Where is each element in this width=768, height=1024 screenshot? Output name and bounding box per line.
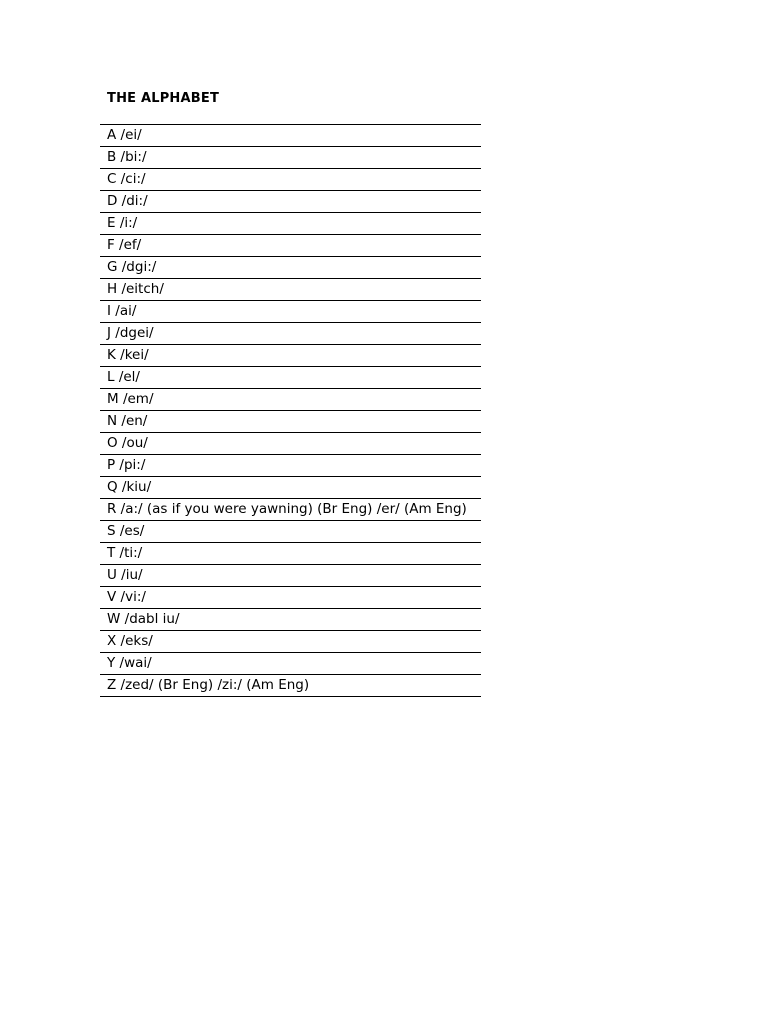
table-row	[100, 499, 481, 521]
table-cell: O /ou/	[107, 435, 148, 451]
table-row	[100, 521, 481, 543]
table-cell: S /es/	[107, 523, 145, 539]
table-row	[100, 191, 481, 213]
table-cell: K /kei/	[107, 347, 149, 363]
table-row	[100, 345, 481, 367]
table-row	[100, 477, 481, 499]
table-row	[100, 235, 481, 257]
table-cell: C /ci:/	[107, 171, 146, 187]
table-row	[100, 587, 481, 609]
table-cell: Y /wai/	[107, 655, 152, 671]
table-row	[100, 389, 481, 411]
table-cell: U /iu/	[107, 567, 143, 583]
table-row	[100, 411, 481, 433]
table-cell: L /el/	[107, 369, 140, 385]
table-row	[100, 213, 481, 235]
alphabet-table	[100, 124, 481, 697]
table-cell: A /ei/	[107, 127, 142, 143]
table-row	[100, 565, 481, 587]
table-row	[100, 147, 481, 169]
table-cell: M /em/	[107, 391, 154, 407]
table-cell: H /eitch/	[107, 281, 164, 297]
table-cell: Z /zed/ (Br Eng) /zi:/ (Am Eng)	[107, 677, 310, 693]
table-row	[100, 631, 481, 653]
table-row	[100, 653, 481, 675]
table-cell: N /en/	[107, 413, 148, 429]
table-cell: T /ti:/	[107, 545, 143, 561]
table-cell: D /di:/	[107, 193, 148, 209]
table-cell: X /eks/	[107, 633, 153, 649]
table-row	[100, 433, 481, 455]
table-row	[100, 125, 481, 147]
table-cell: B /bi:/	[107, 149, 147, 165]
table-cell: Q /kiu/	[107, 479, 152, 495]
document-title: THE ALPHABET	[107, 91, 220, 106]
table-row	[100, 323, 481, 345]
table-row	[100, 609, 481, 631]
table-cell: I /ai/	[107, 303, 137, 319]
table-row	[100, 675, 481, 697]
table-row	[100, 279, 481, 301]
table-row	[100, 301, 481, 323]
table-cell: G /dgi:/	[107, 259, 157, 275]
table-cell: J /dgei/	[107, 325, 154, 341]
table-row	[100, 257, 481, 279]
table-row	[100, 455, 481, 477]
table-cell: R /a:/ (as if you were yawning) (Br Eng) /er/ (Am Eng)	[107, 501, 467, 517]
table-cell: E /i:/	[107, 215, 138, 231]
table-cell: F /ef/	[107, 237, 142, 253]
table-row	[100, 543, 481, 565]
table-cell: W /dabl iu/	[107, 611, 180, 627]
table-row	[100, 169, 481, 191]
table-cell: P /pi:/	[107, 457, 146, 473]
table-row	[100, 367, 481, 389]
table-cell: V /vi:/	[107, 589, 146, 605]
